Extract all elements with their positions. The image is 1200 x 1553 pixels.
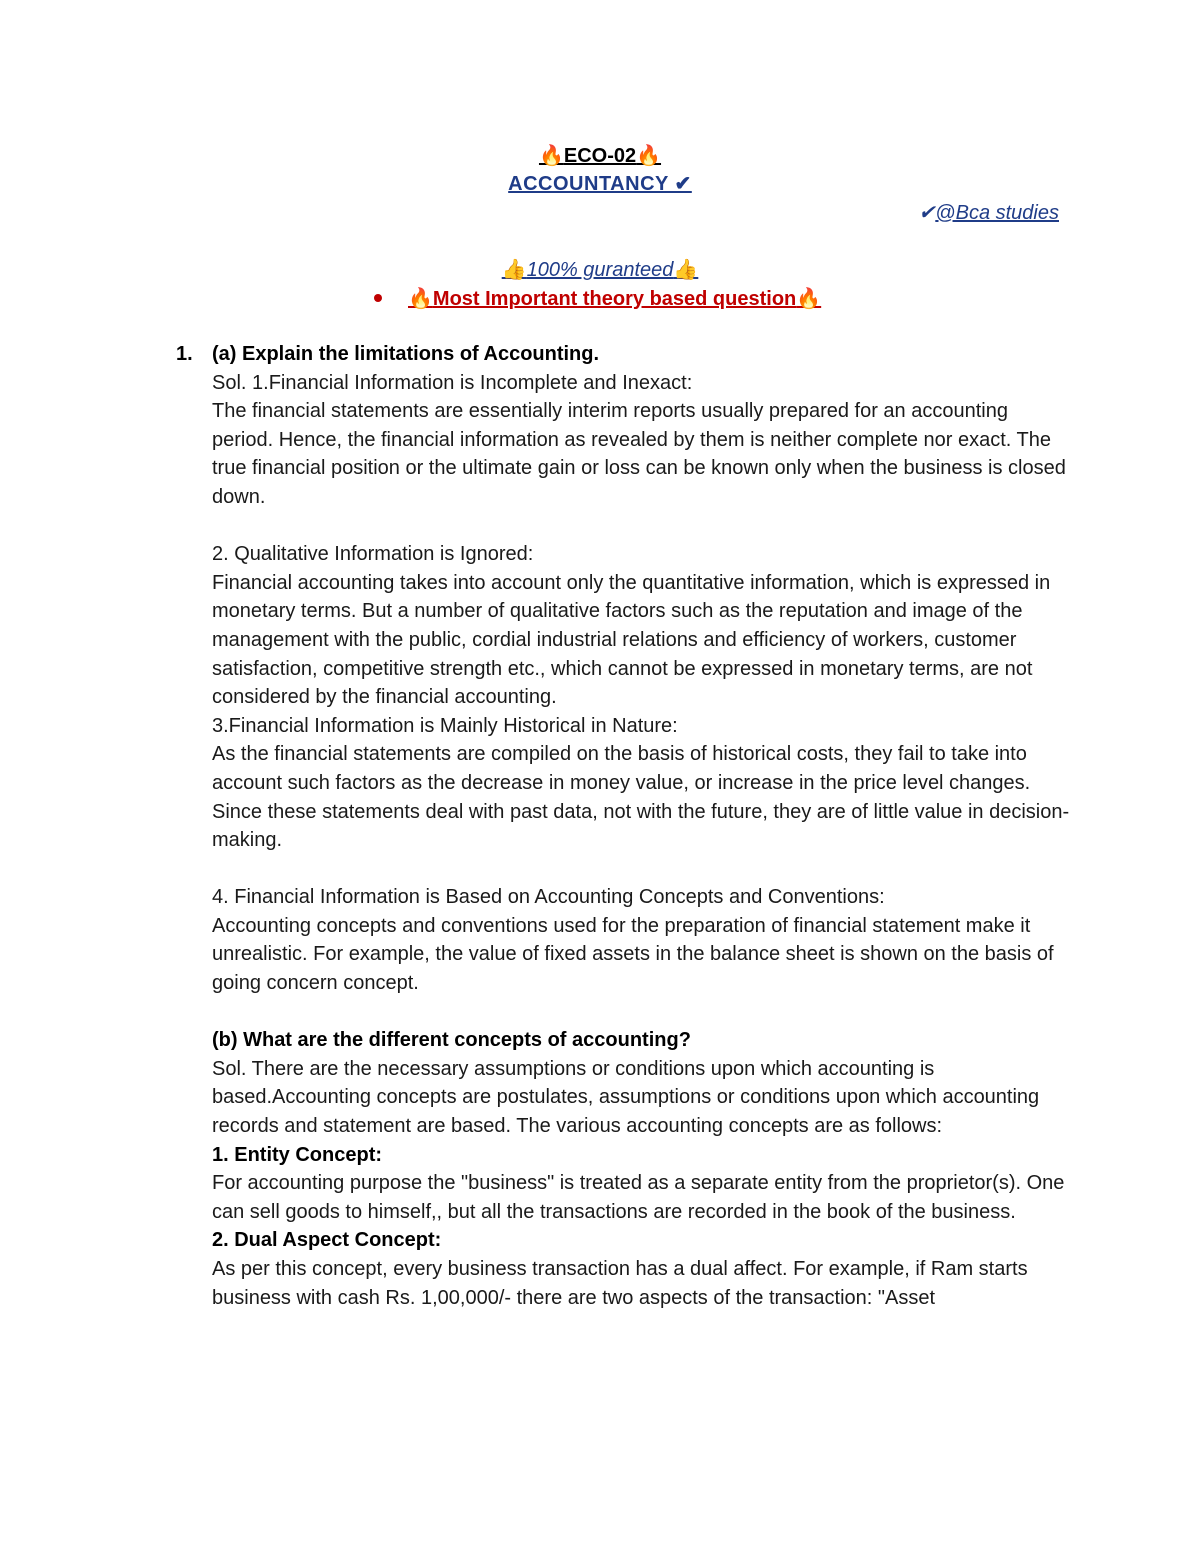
important-bullet bbox=[374, 284, 821, 313]
fire-icon: 🔥 bbox=[796, 286, 822, 310]
thumbs-up-icon: 👍 bbox=[501, 257, 527, 281]
spacer bbox=[212, 512, 1072, 541]
spacer bbox=[212, 998, 1072, 1027]
paragraph: As the financial statements are compiled on the basis of historical costs, they fail to take into account such factors as the decrease in money value, or increase in the price level changes. Since these statements deal with past data, not with the future, they are of little value in decision-making. bbox=[212, 743, 1070, 852]
concept-title: 1. Entity Concept: bbox=[212, 1143, 383, 1166]
paragraph: For accounting purpose the "business" is treated as a separate entity from the proprietor(s). One can sell goods to himself,, but all the transactions are recorded in the book of the business. bbox=[212, 1172, 1065, 1223]
paragraph: 2. Qualitative Information is Ignored: bbox=[212, 543, 534, 566]
paragraph: 4. Financial Information is Based on Accounting Concepts and Conventions: bbox=[212, 886, 885, 909]
paragraph: Accounting concepts and conventions used for the preparation of financial statement make it unrealistic. For example, the value of fixed assets in the balance sheet is shown on the basis of going concern concept. bbox=[212, 914, 1054, 995]
paragraph: The financial statements are essentially interim reports usually prepared for an accounting period. Hence, the financial information as revealed by them is neither complete nor exact. The true financial position or the ultimate gain or loss can be known only when the business is closed down. bbox=[212, 400, 1066, 508]
guaranteed-tagline bbox=[0, 255, 1200, 284]
fire-icon: 🔥 bbox=[636, 143, 662, 167]
thumbs-up-icon: 👍 bbox=[673, 257, 699, 281]
part-a-heading: (a) Explain the limitations of Accounting. bbox=[212, 343, 600, 365]
question-heading bbox=[176, 340, 1072, 369]
paragraph: 3.Financial Information is Mainly Historical in Nature: bbox=[212, 714, 678, 737]
important-heading bbox=[408, 288, 821, 310]
subject-title: ACCOUNTANCY ✔ bbox=[508, 173, 692, 195]
question-content bbox=[176, 340, 1072, 1312]
question-number: 1. bbox=[176, 343, 193, 365]
part-b-heading: (b) What are the different concepts of accounting? bbox=[212, 1029, 691, 1052]
author-handle-link[interactable]: @Bca studies bbox=[935, 202, 1059, 224]
bullet-icon bbox=[374, 294, 382, 302]
important-label: Most Important theory based question bbox=[432, 288, 797, 310]
course-code-title bbox=[0, 141, 1200, 170]
author-handle bbox=[919, 199, 1059, 227]
paragraph: Sol. 1.Financial Information is Incomplete and Inexact: bbox=[212, 371, 693, 394]
paragraph: Sol. There are the necessary assumptions or conditions upon which accounting is based.Accounting concepts are postulates, assumptions or conditions upon which accounting records and statement are based. The various accounting concepts are as follows: bbox=[212, 1057, 1040, 1138]
check-icon: ✔ bbox=[918, 202, 936, 224]
fire-icon: 🔥 bbox=[538, 143, 564, 167]
guaranteed-text: 100% guranteed bbox=[526, 259, 674, 281]
course-code: ECO-02 bbox=[563, 145, 637, 167]
concept-title: 2. Dual Aspect Concept: bbox=[212, 1229, 442, 1252]
fire-icon: 🔥 bbox=[408, 286, 433, 310]
paragraph: Financial accounting takes into account only the quantitative information, which is expressed in monetary terms. But a number of qualitative factors such as the reputation and image of the management with the public, cordial industrial relations and efficiency of workers, customer satisfaction, competitive strength etc., which cannot be expressed in monetary terms, are not considered by the financial accounting. bbox=[212, 571, 1051, 709]
spacer bbox=[212, 855, 1072, 884]
paragraph: As per this concept, every business transaction has a dual affect. For example, if Ram starts business with cash Rs. 1,00,000/- there are two aspects of the transaction: "Asset bbox=[212, 1258, 1028, 1309]
